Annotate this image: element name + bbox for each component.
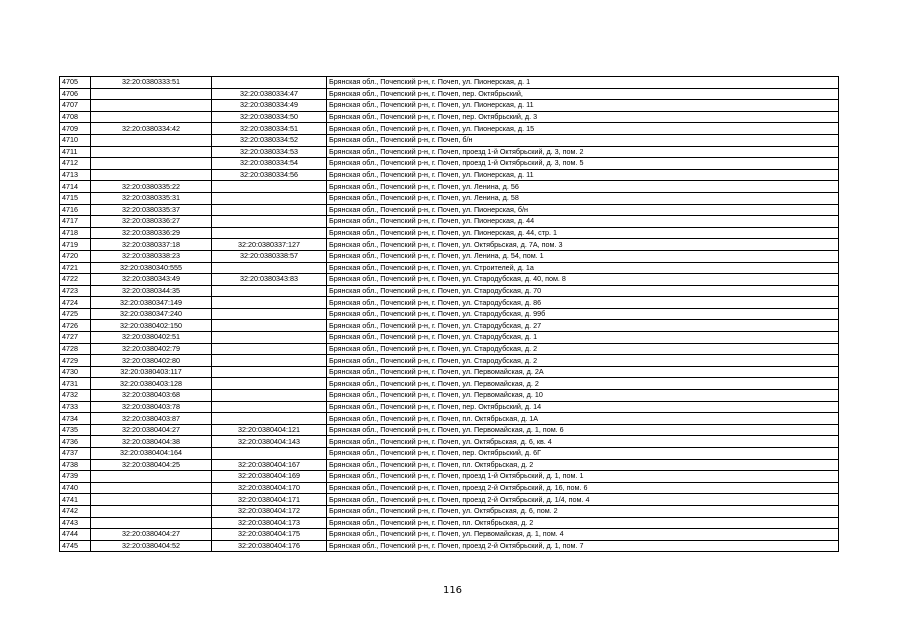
address-cell: Брянская обл., Почепский р-н, г. Почеп, ул. Первомайская, д. 2А <box>327 366 839 378</box>
address-cell: Брянская обл., Почепский р-н, г. Почеп, ул. Пионерская, б/н <box>327 204 839 216</box>
table-row <box>60 216 839 228</box>
cadastral-number-2-cell <box>212 401 327 413</box>
table-row <box>60 343 839 355</box>
table-row <box>60 413 839 425</box>
table-row <box>60 517 839 529</box>
cadastral-number-cell: 32:20:0380334:42 <box>91 123 212 135</box>
address-cell: Брянская обл., Почепский р-н, г. Почеп, ул. Пионерская, д. 44, стр. 1 <box>327 227 839 239</box>
cadastral-number-cell: 32:20:0380338:23 <box>91 250 212 262</box>
row-number-cell: 4717 <box>60 216 91 228</box>
cadastral-number-2-cell <box>212 413 327 425</box>
address-cell: Брянская обл., Почепский р-н, г. Почеп, ул. Стародубская, д. 40, пом. 8 <box>327 274 839 286</box>
address-cell: Брянская обл., Почепский р-н, г. Почеп, пер. Октябрьский, д. 3 <box>327 111 839 123</box>
cadastral-number-cell: 32:20:0380402:51 <box>91 332 212 344</box>
cadastral-number-2-cell <box>212 192 327 204</box>
table-row <box>60 448 839 460</box>
address-cell: Брянская обл., Почепский р-н, г. Почеп, ул. Ленина, д. 54, пом. 1 <box>327 250 839 262</box>
address-cell: Брянская обл., Почепский р-н, г. Почеп, пер. Октябрьский, <box>327 88 839 100</box>
cadastral-number-2-cell: 32:20:0380404:167 <box>212 459 327 471</box>
cadastral-number-2-cell <box>212 204 327 216</box>
row-number-cell: 4713 <box>60 169 91 181</box>
cadastral-number-2-cell: 32:20:0380404:176 <box>212 540 327 552</box>
address-cell: Брянская обл., Почепский р-н, г. Почеп, ул. Пионерская, д. 44 <box>327 216 839 228</box>
table-row <box>60 378 839 390</box>
row-number-cell: 4718 <box>60 227 91 239</box>
row-number-cell: 4743 <box>60 517 91 529</box>
row-number-cell: 4719 <box>60 239 91 251</box>
cadastral-number-2-cell: 32:20:0380404:171 <box>212 494 327 506</box>
cadastral-number-cell: 32:20:0380344:35 <box>91 285 212 297</box>
address-cell: Брянская обл., Почепский р-н, г. Почеп, ул. Октябрьская, д. 6, кв. 4 <box>327 436 839 448</box>
cadastral-number-cell <box>91 482 212 494</box>
cadastral-number-2-cell <box>212 216 327 228</box>
table-row <box>60 366 839 378</box>
cadastral-number-2-cell <box>212 390 327 402</box>
row-number-cell: 4707 <box>60 100 91 112</box>
cadastral-number-cell: 32:20:0380347:240 <box>91 308 212 320</box>
cadastral-number-cell: 32:20:0380340:555 <box>91 262 212 274</box>
cadastral-number-2-cell: 32:20:0380334:47 <box>212 88 327 100</box>
cadastral-number-cell <box>91 158 212 170</box>
address-cell: Брянская обл., Почепский р-н, г. Почеп, ул. Стародубская, д. 27 <box>327 320 839 332</box>
address-cell: Брянская обл., Почепский р-н, г. Почеп, ул. Ленина, д. 58 <box>327 192 839 204</box>
cadastral-number-2-cell <box>212 308 327 320</box>
cadastral-number-2-cell: 32:20:0380404:121 <box>212 424 327 436</box>
table-row <box>60 146 839 158</box>
cadastral-number-2-cell <box>212 448 327 460</box>
cadastral-number-2-cell <box>212 262 327 274</box>
cadastral-number-2-cell <box>212 378 327 390</box>
address-cell: Брянская обл., Почепский р-н, г. Почеп, б/н <box>327 134 839 146</box>
cadastral-number-2-cell: 32:20:0380334:56 <box>212 169 327 181</box>
table-row <box>60 227 839 239</box>
cadastral-number-2-cell: 32:20:0380343:83 <box>212 274 327 286</box>
cadastral-number-2-cell: 32:20:0380404:175 <box>212 529 327 541</box>
row-number-cell: 4715 <box>60 192 91 204</box>
cadastral-number-2-cell <box>212 343 327 355</box>
address-cell: Брянская обл., Почепский р-н, г. Почеп, ул. Пионерская, д. 11 <box>327 169 839 181</box>
address-cell: Брянская обл., Почепский р-н, г. Почеп, проезд 1-й Октябрьский, д. 3, пом. 2 <box>327 146 839 158</box>
cadastral-number-cell: 32:20:0380403:128 <box>91 378 212 390</box>
table-row <box>60 424 839 436</box>
table-row <box>60 134 839 146</box>
address-cell: Брянская обл., Почепский р-н, г. Почеп, ул. Первомайская, д. 1, пом. 4 <box>327 529 839 541</box>
cadastral-number-2-cell <box>212 77 327 89</box>
row-number-cell: 4732 <box>60 390 91 402</box>
table-row <box>60 308 839 320</box>
table-row <box>60 239 839 251</box>
row-number-cell: 4734 <box>60 413 91 425</box>
row-number-cell: 4722 <box>60 274 91 286</box>
cadastral-number-cell <box>91 471 212 483</box>
cadastral-number-cell <box>91 517 212 529</box>
cadastral-number-cell: 32:20:0380403:78 <box>91 401 212 413</box>
table-row <box>60 169 839 181</box>
table-row <box>60 297 839 309</box>
cadastral-number-2-cell: 32:20:0380404:170 <box>212 482 327 494</box>
row-number-cell: 4723 <box>60 285 91 297</box>
row-number-cell: 4739 <box>60 471 91 483</box>
cadastral-number-2-cell: 32:20:0380334:54 <box>212 158 327 170</box>
row-number-cell: 4709 <box>60 123 91 135</box>
row-number-cell: 4736 <box>60 436 91 448</box>
row-number-cell: 4745 <box>60 540 91 552</box>
cadastral-table <box>59 76 839 552</box>
table-row <box>60 471 839 483</box>
table-row <box>60 401 839 413</box>
cadastral-number-cell <box>91 111 212 123</box>
cadastral-number-2-cell <box>212 332 327 344</box>
address-cell: Брянская обл., Почепский р-н, г. Почеп, ул. Стародубская, д. 1 <box>327 332 839 344</box>
cadastral-number-2-cell: 32:20:0380404:169 <box>212 471 327 483</box>
cadastral-number-cell <box>91 88 212 100</box>
address-cell: Брянская обл., Почепский р-н, г. Почеп, проезд 2-й Октябрьский, д. 1, пом. 7 <box>327 540 839 552</box>
row-number-cell: 4742 <box>60 505 91 517</box>
table-row <box>60 250 839 262</box>
address-cell: Брянская обл., Почепский р-н, г. Почеп, ул. Пионерская, д. 15 <box>327 123 839 135</box>
cadastral-number-cell: 32:20:0380347:149 <box>91 297 212 309</box>
cadastral-number-2-cell: 32:20:0380334:51 <box>212 123 327 135</box>
address-cell: Брянская обл., Почепский р-н, г. Почеп, ул. Пионерская, д. 1 <box>327 77 839 89</box>
cadastral-number-2-cell: 32:20:0380404:143 <box>212 436 327 448</box>
cadastral-number-cell <box>91 134 212 146</box>
row-number-cell: 4726 <box>60 320 91 332</box>
row-number-cell: 4720 <box>60 250 91 262</box>
table-row <box>60 332 839 344</box>
cadastral-number-cell: 32:20:0380403:68 <box>91 390 212 402</box>
row-number-cell: 4740 <box>60 482 91 494</box>
table-body <box>60 77 839 552</box>
table-row <box>60 88 839 100</box>
row-number-cell: 4727 <box>60 332 91 344</box>
row-number-cell: 4741 <box>60 494 91 506</box>
row-number-cell: 4737 <box>60 448 91 460</box>
address-cell: Брянская обл., Почепский р-н, г. Почеп, ул. Стародубская, д. 70 <box>327 285 839 297</box>
cadastral-number-2-cell: 32:20:0380404:172 <box>212 505 327 517</box>
cadastral-number-cell: 32:20:0380402:80 <box>91 355 212 367</box>
address-cell: Брянская обл., Почепский р-н, г. Почеп, ул. Первомайская, д. 10 <box>327 390 839 402</box>
address-cell: Брянская обл., Почепский р-н, г. Почеп, ул. Стародубская, д. 86 <box>327 297 839 309</box>
cadastral-number-2-cell: 32:20:0380337:127 <box>212 239 327 251</box>
address-cell: Брянская обл., Почепский р-н, г. Почеп, ул. Стародубская, д. 2 <box>327 355 839 367</box>
table-row <box>60 158 839 170</box>
cadastral-number-2-cell <box>212 285 327 297</box>
address-cell: Брянская обл., Почепский р-н, г. Почеп, ул. Стародубская, д. 2 <box>327 343 839 355</box>
row-number-cell: 4712 <box>60 158 91 170</box>
table-row <box>60 482 839 494</box>
cadastral-number-2-cell: 32:20:0380404:173 <box>212 517 327 529</box>
address-cell: Брянская обл., Почепский р-н, г. Почеп, пл. Октябрьская, д. 1А <box>327 413 839 425</box>
table-row <box>60 540 839 552</box>
cadastral-number-2-cell <box>212 320 327 332</box>
row-number-cell: 4711 <box>60 146 91 158</box>
address-cell: Брянская обл., Почепский р-н, г. Почеп, ул. Первомайская, д. 1, пом. 6 <box>327 424 839 436</box>
cadastral-number-cell <box>91 169 212 181</box>
row-number-cell: 4721 <box>60 262 91 274</box>
table-row <box>60 192 839 204</box>
cadastral-number-2-cell <box>212 355 327 367</box>
table-row <box>60 505 839 517</box>
row-number-cell: 4724 <box>60 297 91 309</box>
cadastral-number-cell: 32:20:0380404:27 <box>91 424 212 436</box>
address-cell: Брянская обл., Почепский р-н, г. Почеп, ул. Строителей, д. 1а <box>327 262 839 274</box>
cadastral-number-2-cell: 32:20:0380334:50 <box>212 111 327 123</box>
row-number-cell: 4730 <box>60 366 91 378</box>
row-number-cell: 4706 <box>60 88 91 100</box>
row-number-cell: 4710 <box>60 134 91 146</box>
address-cell: Брянская обл., Почепский р-н, г. Почеп, проезд 1-й Октябрьский, д. 3, пом. 5 <box>327 158 839 170</box>
table-row <box>60 77 839 89</box>
table-row <box>60 355 839 367</box>
table-row <box>60 111 839 123</box>
address-cell: Брянская обл., Почепский р-н, г. Почеп, пер. Октябрьский, д. 14 <box>327 401 839 413</box>
table-row <box>60 285 839 297</box>
cadastral-number-cell: 32:20:0380335:37 <box>91 204 212 216</box>
address-cell: Брянская обл., Почепский р-н, г. Почеп, ул. Октябрьская, д. 6, пом. 2 <box>327 505 839 517</box>
address-cell: Брянская обл., Почепский р-н, г. Почеп, пл. Октябрьская, д. 2 <box>327 517 839 529</box>
address-cell: Брянская обл., Почепский р-н, г. Почеп, ул. Пионерская, д. 11 <box>327 100 839 112</box>
row-number-cell: 4714 <box>60 181 91 193</box>
cadastral-number-2-cell: 32:20:0380334:49 <box>212 100 327 112</box>
row-number-cell: 4738 <box>60 459 91 471</box>
row-number-cell: 4735 <box>60 424 91 436</box>
row-number-cell: 4744 <box>60 529 91 541</box>
address-cell: Брянская обл., Почепский р-н, г. Почеп, проезд 1-й Октябрьский, д. 1, пом. 1 <box>327 471 839 483</box>
address-cell: Брянская обл., Почепский р-н, г. Почеп, ул. Первомайская, д. 2 <box>327 378 839 390</box>
cadastral-number-2-cell: 32:20:0380334:52 <box>212 134 327 146</box>
cadastral-number-cell: 32:20:0380337:18 <box>91 239 212 251</box>
table-row <box>60 390 839 402</box>
table-row <box>60 181 839 193</box>
address-cell: Брянская обл., Почепский р-н, г. Почеп, ул. Ленина, д. 56 <box>327 181 839 193</box>
cadastral-number-2-cell <box>212 227 327 239</box>
row-number-cell: 4731 <box>60 378 91 390</box>
cadastral-number-cell: 32:20:0380343:49 <box>91 274 212 286</box>
cadastral-number-2-cell <box>212 181 327 193</box>
row-number-cell: 4716 <box>60 204 91 216</box>
cadastral-number-cell: 32:20:0380335:31 <box>91 192 212 204</box>
table-row <box>60 320 839 332</box>
cadastral-number-cell: 32:20:0380404:27 <box>91 529 212 541</box>
row-number-cell: 4725 <box>60 308 91 320</box>
table-row <box>60 262 839 274</box>
address-cell: Брянская обл., Почепский р-н, г. Почеп, пер. Октябрьский, д. 6Г <box>327 448 839 460</box>
cadastral-number-cell: 32:20:0380335:22 <box>91 181 212 193</box>
cadastral-number-cell: 32:20:0380336:29 <box>91 227 212 239</box>
address-cell: Брянская обл., Почепский р-н, г. Почеп, проезд 2-й Октябрьский, д. 16, пом. 6 <box>327 482 839 494</box>
cadastral-number-cell <box>91 494 212 506</box>
table-row <box>60 100 839 112</box>
cadastral-number-cell <box>91 146 212 158</box>
address-cell: Брянская обл., Почепский р-н, г. Почеп, ул. Октябрьская, д. 7А, пом. 3 <box>327 239 839 251</box>
table-row <box>60 436 839 448</box>
address-cell: Брянская обл., Почепский р-н, г. Почеп, проезд 2-й Октябрьский, д. 1/4, пом. 4 <box>327 494 839 506</box>
cadastral-number-cell: 32:20:0380402:150 <box>91 320 212 332</box>
address-cell: Брянская обл., Почепский р-н, г. Почеп, пл. Октябрьская, д. 2 <box>327 459 839 471</box>
cadastral-number-cell: 32:20:0380404:52 <box>91 540 212 552</box>
cadastral-number-2-cell <box>212 366 327 378</box>
table-row <box>60 529 839 541</box>
table-row <box>60 274 839 286</box>
cadastral-number-cell: 32:20:0380333:51 <box>91 77 212 89</box>
cadastral-number-cell: 32:20:0380336:27 <box>91 216 212 228</box>
cadastral-number-cell: 32:20:0380404:164 <box>91 448 212 460</box>
row-number-cell: 4705 <box>60 77 91 89</box>
row-number-cell: 4733 <box>60 401 91 413</box>
cadastral-number-cell: 32:20:0380403:87 <box>91 413 212 425</box>
row-number-cell: 4728 <box>60 343 91 355</box>
cadastral-number-cell <box>91 100 212 112</box>
table-row <box>60 459 839 471</box>
cadastral-number-cell <box>91 505 212 517</box>
cadastral-number-2-cell: 32:20:0380338:57 <box>212 250 327 262</box>
address-cell: Брянская обл., Почепский р-н, г. Почеп, ул. Стародубская, д. 99б <box>327 308 839 320</box>
cadastral-number-cell: 32:20:0380404:38 <box>91 436 212 448</box>
cadastral-number-cell: 32:20:0380403:117 <box>91 366 212 378</box>
table-row <box>60 204 839 216</box>
table-row <box>60 494 839 506</box>
row-number-cell: 4729 <box>60 355 91 367</box>
table-row <box>60 123 839 135</box>
cadastral-number-2-cell <box>212 297 327 309</box>
cadastral-number-cell: 32:20:0380404:25 <box>91 459 212 471</box>
cadastral-number-2-cell: 32:20:0380334:53 <box>212 146 327 158</box>
page-number: 116 <box>442 585 463 596</box>
row-number-cell: 4708 <box>60 111 91 123</box>
cadastral-number-cell: 32:20:0380402:79 <box>91 343 212 355</box>
